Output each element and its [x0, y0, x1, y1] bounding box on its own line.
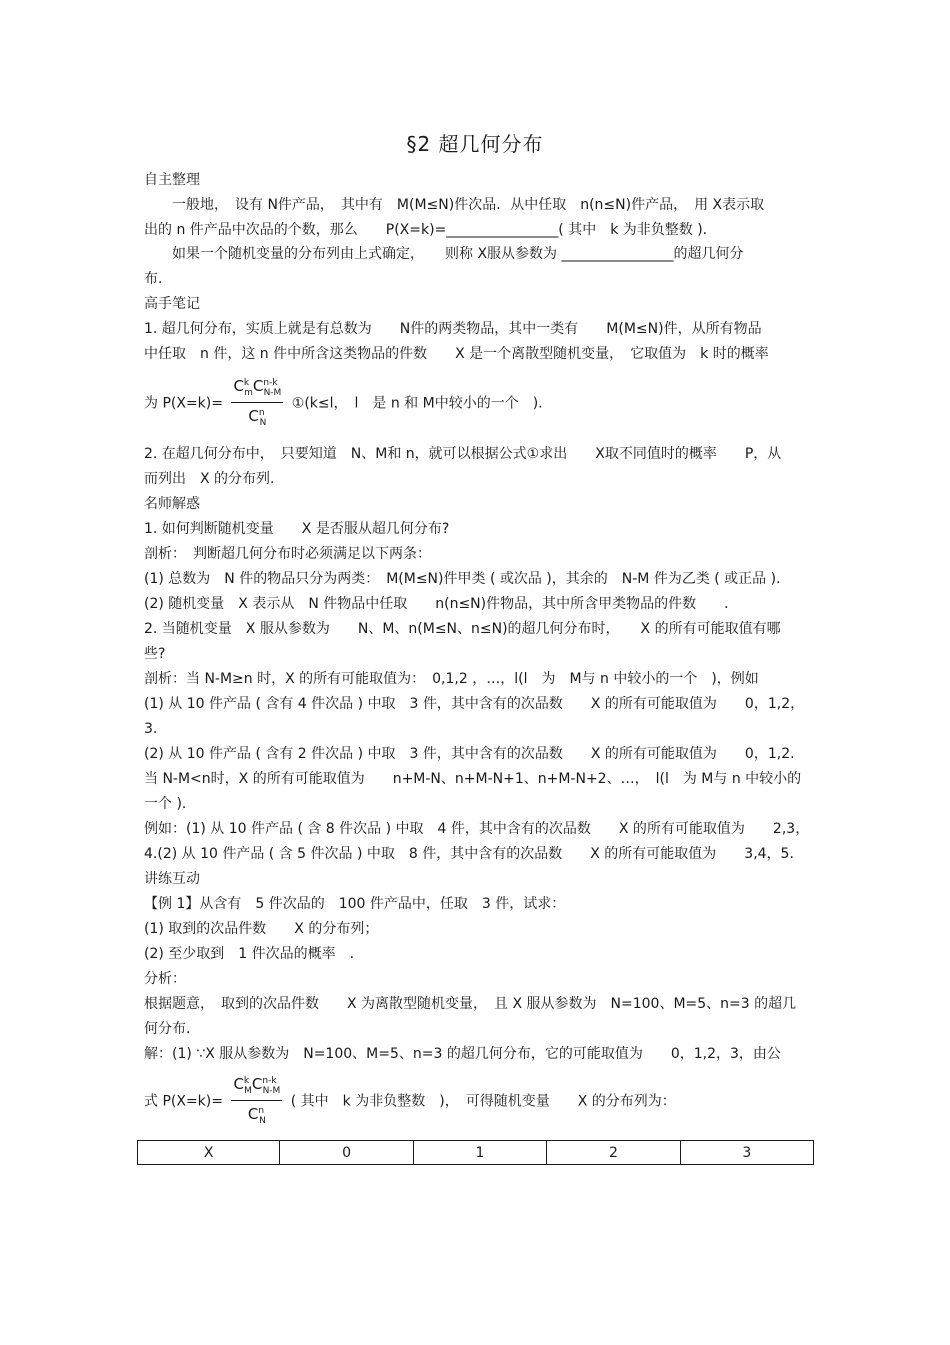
text-line: 何分布．: [144, 1021, 200, 1037]
text-line: (2) 从 10 件产品 ( 含有 2 件次品 ) 中取 3 件，其中含有的次品数 X 的所有可能取值为 0，1,2.: [144, 746, 795, 762]
formula-line-1: [144, 374, 543, 430]
table-cell: 3: [680, 1141, 813, 1165]
distribution-table: [137, 1140, 814, 1165]
text-line: 分析：: [144, 971, 186, 987]
text-line: 当 N-M<n时，X 的所有可能取值为 n+M-N、n+M-N+1、n+M-N+2、…， l(l 为 M与 n 中较小的: [144, 771, 802, 787]
text-line: 出的 n 件产品中次品的个数，那么 P(X=k)=________________( 其中 k 为非负整数 )．: [144, 222, 717, 238]
hypergeometric-fraction: [231, 374, 283, 433]
text-line: 2. 当随机变量 X 服从参数为 N、M、n(M≤N、n≤N)的超几何分布时， X 的所有可能取值有哪: [144, 621, 781, 637]
text-line: 高手笔记: [144, 296, 200, 312]
table-row: [138, 1141, 814, 1165]
hypergeometric-fraction: [231, 1072, 282, 1131]
text-line: 布．: [144, 271, 172, 287]
table-cell: 1: [413, 1141, 546, 1165]
text-line: 1. 如何判断随机变量 X 是否服从超几何分布?: [144, 521, 450, 537]
text-line: 1. 超几何分布，实质上就是有总数为 N件的两类物品，其中一类有 M(M≤N)件，从所有物品: [144, 321, 762, 337]
text-line: 如果一个随机变量的分布列由上式确定， 则称 X服从参数为 ________________的超几何分: [144, 246, 744, 262]
text-line: (2) 随机变量 X 表示从 N 件物品中任取 n(n≤N)件物品，其中所含甲类物品的件数 ．: [144, 596, 739, 612]
fraction-numerator: $C^k_MC^{n-k}_{N-M}$: [231, 1072, 282, 1101]
fraction-numerator: $C^k_mC^{n-k}_{N-M}$: [231, 374, 283, 403]
text-line: 例如：(1) 从 10 件产品 ( 含 8 件次品 ) 中取 4 件，其中含有的次品数 X 的所有可能取值为 2,3，: [144, 821, 810, 837]
text-line: 2. 在超几何分布中， 只要知道 N、M和 n，就可以根据公式①求出 X取不同值时的概率 P，从: [144, 446, 782, 462]
formula-prefix: 为 P(X=k)=: [144, 395, 223, 412]
text-line: 中任取 n 件，这 n 件中所含这类物品的件数 X 是一个离散型随机变量， 它取值为 k 时的概率: [144, 346, 769, 362]
table-cell: 0: [280, 1141, 413, 1165]
text-line: 【例 1】从含有 5 件次品的 100 件产品中，任取 3 件，试求：: [144, 896, 566, 912]
text-line: (1) 取到的次品件数 X 的分布列；: [144, 921, 379, 937]
text-line: 讲练互动: [144, 871, 200, 887]
text-line: 自主整理: [144, 172, 200, 188]
formula-suffix: ①(k≤l， l 是 n 和 M中较小的一个 ).: [291, 395, 543, 412]
table-cell: 2: [547, 1141, 680, 1165]
text-line: (2) 至少取到 1 件次品的概率 ．: [144, 946, 364, 962]
text-line: 一个 )．: [144, 796, 196, 812]
fraction-denominator: $C^n_N$: [248, 407, 267, 428]
text-line: (1) 从 10 件产品 ( 含有 4 件次品 ) 中取 3 件，其中含有的次品数 X 的所有可能取值为 0，1,2，: [144, 696, 805, 712]
page-title: §2 超几何分布: [406, 132, 544, 156]
text-line: 名师解惑: [144, 496, 200, 512]
text-line: 而列出 X 的分布列．: [144, 471, 285, 487]
formula-suffix: ( 其中 k 为非负整数 )， 可得随机变量 X 的分布列为：: [290, 1093, 676, 1110]
text-line: 解：(1) ∵X 服从参数为 N=100、M=5、n=3 的超几何分布，它的可能取值为 0，1,2，3，由公: [144, 1046, 781, 1062]
text-line: 4.(2) 从 10 件产品 ( 含 5 件次品 ) 中取 8 件，其中含有的次品数 X 的所有可能取值为 3,4，5.: [144, 846, 794, 862]
fraction-denominator: $C^n_N$: [247, 1105, 266, 1126]
text-line: 些?: [144, 646, 166, 662]
formula-prefix: 式 P(X=k)=: [144, 1093, 223, 1110]
text-line: 3.: [144, 721, 158, 737]
text-line: 剖析：当 N-M≥n 时，X 的所有可能取值为： 0,1,2 ，…，l(l 为 M与 n 中较小的一个 )，例如: [144, 671, 759, 687]
text-line: 剖析： 判断超几何分布时必须满足以下两条：: [144, 546, 431, 562]
text-line: 一般地， 设有 N件产品， 其中有 M(M≤N)件次品．从中任取 n(n≤N)件产品， 用 X表示取: [144, 197, 765, 213]
table-cell: X: [138, 1141, 280, 1165]
text-line: 根据题意， 取到的次品件数 X 为离散型随机变量， 且 X 服从参数为 N=100、M=5、n=3 的超几: [144, 996, 797, 1012]
text-line: (1) 总数为 N 件的物品只分为两类： M(M≤N)件甲类 ( 或次品 )，其余的 N-M 件为乙类 ( 或正品 )．: [144, 571, 791, 587]
formula-line-2: [144, 1072, 676, 1128]
